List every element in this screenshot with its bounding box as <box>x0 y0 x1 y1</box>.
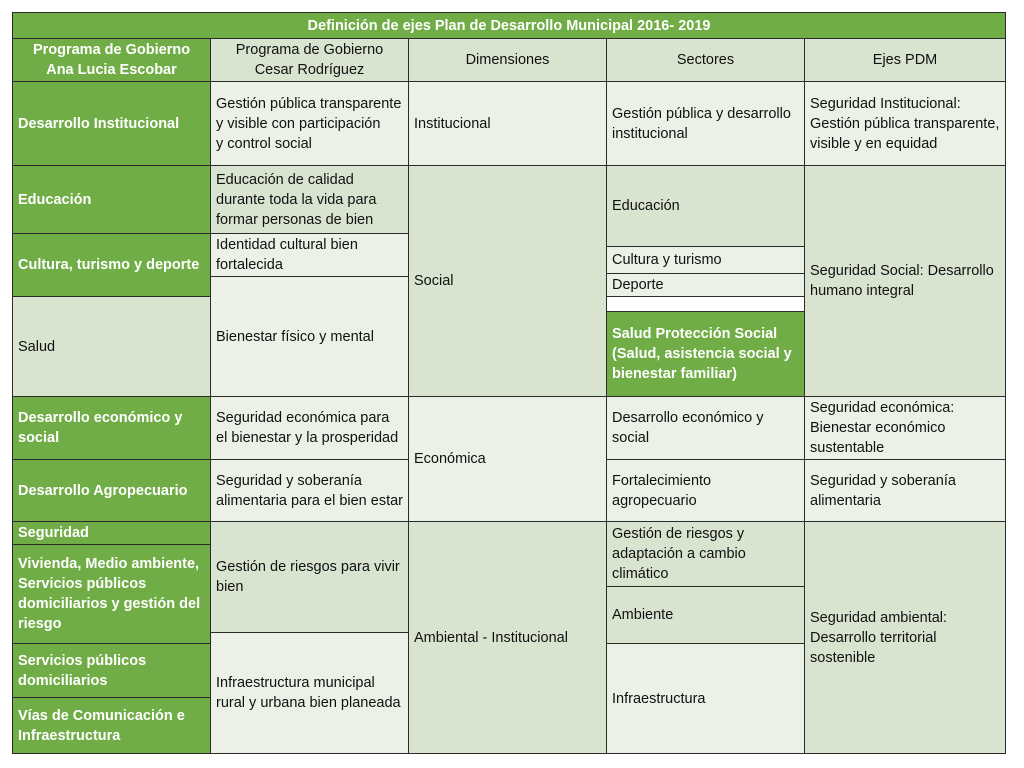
axis-cell: Seguridad y soberanía alimentaria <box>805 460 1006 522</box>
sector-cell: Gestión de riesgos y adaptación a cambio climático <box>607 522 805 587</box>
header-program-rodriguez: Programa de Gobierno Cesar Rodríguez <box>211 39 409 82</box>
dimension-cell: Ambiental - Institucional <box>409 522 607 754</box>
header-ejes-pdm: Ejes PDM <box>805 39 1006 82</box>
table-title: Definición de ejes Plan de Desarrollo Municipal 2016- 2019 <box>13 13 1006 39</box>
gov-program-cell: Seguridad económica para el bienestar y la prosperidad <box>211 397 409 460</box>
program-cell: Educación <box>13 166 211 234</box>
gov-program-cell: Identidad cultural bien fortalecida <box>211 234 409 277</box>
axis-cell: Seguridad ambiental: Desarrollo territorial sostenible <box>805 522 1006 754</box>
sector-cell: Cultura y turismo <box>607 247 805 274</box>
program-cell: Vías de Comunicación e Infraestructura <box>13 698 211 754</box>
program-cell: Desarrollo Agropecuario <box>13 460 211 522</box>
header-program-escobar: Programa de Gobierno Ana Lucia Escobar <box>13 39 211 82</box>
sector-cell: Educación <box>607 166 805 247</box>
axis-cell: Seguridad Institucional: Gestión pública transparente, visible y en equidad <box>805 82 1006 166</box>
sector-cell: Ambiente <box>607 587 805 644</box>
sector-cell: Gestión pública y desarrollo institucional <box>607 82 805 166</box>
program-cell: Servicios públicos domiciliarios <box>13 644 211 698</box>
gov-program-cell: Bienestar físico y mental <box>211 277 409 397</box>
axis-cell: Seguridad económica: Bienestar económico sustentable <box>805 397 1006 460</box>
sector-cell: Infraestructura <box>607 644 805 754</box>
program-cell: Seguridad <box>13 522 211 545</box>
sector-cell: Salud <box>13 297 211 397</box>
dimension-cell: Social <box>409 166 607 397</box>
header-dimensiones: Dimensiones <box>409 39 607 82</box>
sector-cell: Fortalecimiento agropecuario <box>607 460 805 522</box>
program-cell: Vivienda, Medio ambiente, Servicios públicos domiciliarios y gestión del riesgo <box>13 545 211 644</box>
sector-cell: Deporte <box>607 274 805 297</box>
dimension-cell: Institucional <box>409 82 607 166</box>
pdm-axes-table <box>12 12 1006 754</box>
gov-program-cell: Gestión pública transparente y visible con participación y control social <box>211 82 409 166</box>
axis-cell: Seguridad Social: Desarrollo humano integral <box>805 166 1006 397</box>
program-cell: Cultura, turismo y deporte <box>13 234 211 297</box>
gov-program-cell: Educación de calidad durante toda la vida para formar personas de bien <box>211 166 409 234</box>
header-sectores: Sectores <box>607 39 805 82</box>
program-cell: Desarrollo Institucional <box>13 82 211 166</box>
gov-program-cell: Gestión de riesgos para vivir bien <box>211 522 409 633</box>
dimension-cell: Económica <box>409 397 607 522</box>
gov-program-cell: Infraestructura municipal rural y urbana bien planeada <box>211 633 409 754</box>
gov-program-cell: Seguridad y soberanía alimentaria para el bien estar <box>211 460 409 522</box>
program-cell: Salud Protección Social (Salud, asistencia social y bienestar familiar) <box>607 312 805 397</box>
sector-cell: Desarrollo económico y social <box>607 397 805 460</box>
program-cell: Desarrollo económico y social <box>13 397 211 460</box>
